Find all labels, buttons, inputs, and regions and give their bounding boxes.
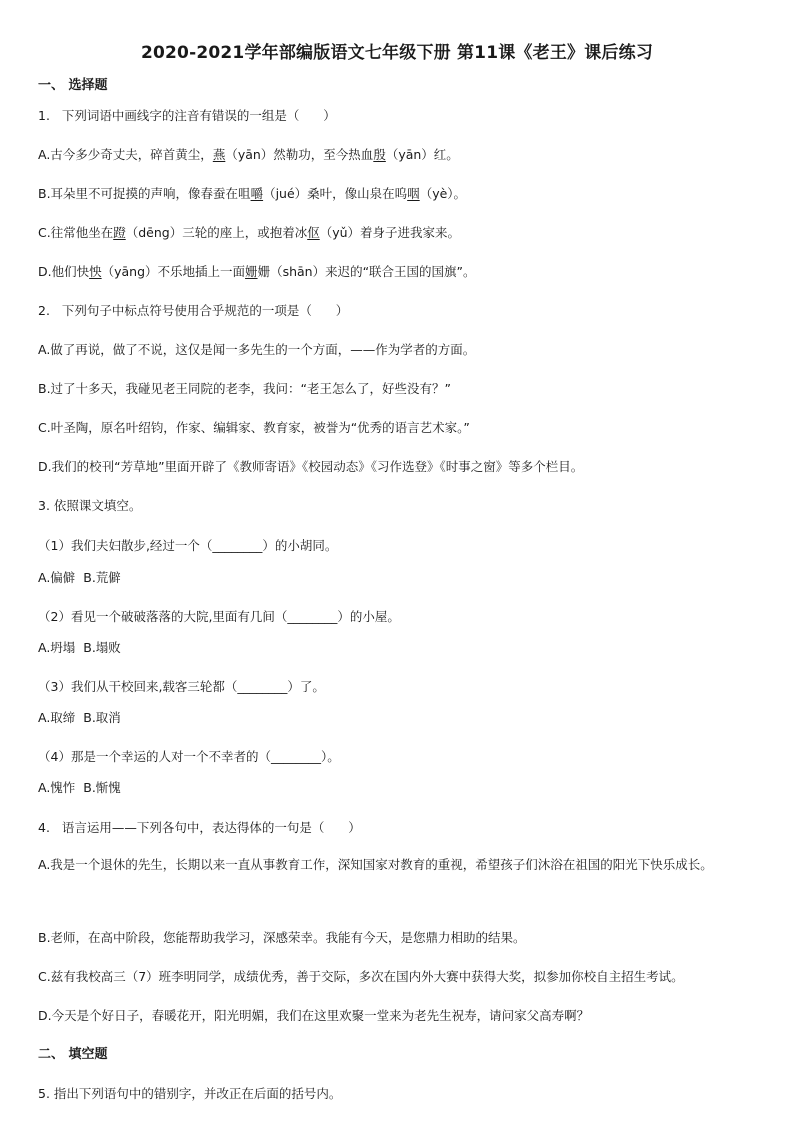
option-text: 姗（shān）来迟的“联合王国的国旗”。 [257,264,476,279]
section-heading-choice: 一、 选择题 [38,78,108,93]
question-3-item-3-options: A.取缔 B.取消 [38,710,121,725]
underlined-char: 姗 [245,264,258,279]
question-2-option-a: A.做了再说，做了不说，这仅是闻一多先生的一个方面，——作为学者的方面。 [38,342,476,357]
question-3-item-2-options: A.坍塌 B.塌败 [38,640,121,655]
option-text: （dēng）三轮的座上，或抱着冰 [125,225,308,240]
question-2-option-d: D.我们的校刊“芳草地”里面开辟了《教师寄语》《校园动态》《习作选登》《时事之窗》等多个栏目。 [38,459,584,474]
question-3-item-2: （2）看见一个破破落落的大院,里面有几间（________）的小屋。 [38,609,400,624]
question-3-item-4-options: A.愧怍 B.惭愧 [38,780,121,795]
underlined-char: 咽 [407,186,420,201]
question-1-option-c [38,225,768,241]
question-3-item-4: （4）那是一个幸运的人对一个不幸者的（________）。 [38,749,340,764]
question-2-option-b: B.过了十多天，我碰见老王同院的老李，我问：“老王怎么了，好些没有？” [38,381,452,396]
option-text: （yè）。 [419,186,467,201]
option-text: D.他们快 [38,264,90,279]
question-3-item-1: （1）我们夫妇散步,经过一个（________）的小胡同。 [38,538,338,553]
question-3-item-3: （3）我们从干校回来,载客三轮都（________）了。 [38,679,325,694]
option-text: A.古今多少奇丈夫，碎首黄尘， [38,147,213,162]
question-1-stem: 1. 下列词语中画线字的注音有错误的一组是（ ） [38,108,336,123]
question-5-stem: 5. 指出下列语句中的错别字，并改正在后面的括号内。 [38,1086,342,1101]
option-text: B.耳朵里不可捉摸的声响，像春蚕在咀 [38,186,251,201]
section-heading-fill: 二、 填空题 [38,1047,108,1062]
question-4-option-d: D.今天是个好日子，春暖花开，阳光明媚，我们在这里欢聚一堂来为老先生祝寿，请问家父高寿啊？ [38,1008,590,1023]
option-text: （yāng）不乐地插上一面 [101,264,246,279]
question-4-option-b: B.老师，在高中阶段，您能帮助我学习，深感荣幸。我能有今天，是您鼎力相助的结果。 [38,930,526,945]
question-1-option-d [38,264,768,280]
underlined-char: 殷 [373,147,386,162]
question-1-option-b [38,186,768,202]
underlined-char: 燕 [212,147,226,162]
underlined-char: 怏 [89,264,102,279]
underlined-char: 伛 [307,225,320,240]
option-text: （yān）然勒功，至今热血 [225,147,374,162]
option-text: （jué）桑叶，像山泉在呜 [263,186,408,201]
question-2-option-c: C.叶圣陶，原名叶绍钧，作家、编辑家、教育家，被誉为“优秀的语言艺术家。” [38,420,470,435]
question-3-stem: 3. 依照课文填空。 [38,498,142,513]
underlined-char: 嚼 [250,186,264,201]
question-3-item-1-options: A.偏僻 B.荒僻 [38,570,121,585]
page-title: 2020-2021学年部编版语文七年级下册 第11课《老王》课后练习 [140,43,654,63]
question-1-option-a [38,147,768,163]
question-2-stem: 2. 下列句子中标点符号使用合乎规范的一项是（ ） [38,303,349,318]
option-text: （yǔ）着身子进我家来。 [319,225,461,240]
underlined-char: 蹬 [113,225,126,240]
question-4-option-c: C.兹有我校高三（7）班李明同学，成绩优秀，善于交际，多次在国内外大赛中获得大奖，拟参加你校自主招生考试。 [38,969,684,984]
option-text: （yān）红。 [385,147,459,162]
option-text: C.往常他坐在 [38,225,114,240]
question-4-option-a: A.我是一个退休的先生，长期以来一直从事教育工作，深知国家对教育的重视，希望孩子们沐浴在祖国的阳光下快乐成长。 [38,857,713,872]
question-4-stem: 4. 语言运用——下列各句中，表达得体的一句是（ ） [38,820,361,835]
